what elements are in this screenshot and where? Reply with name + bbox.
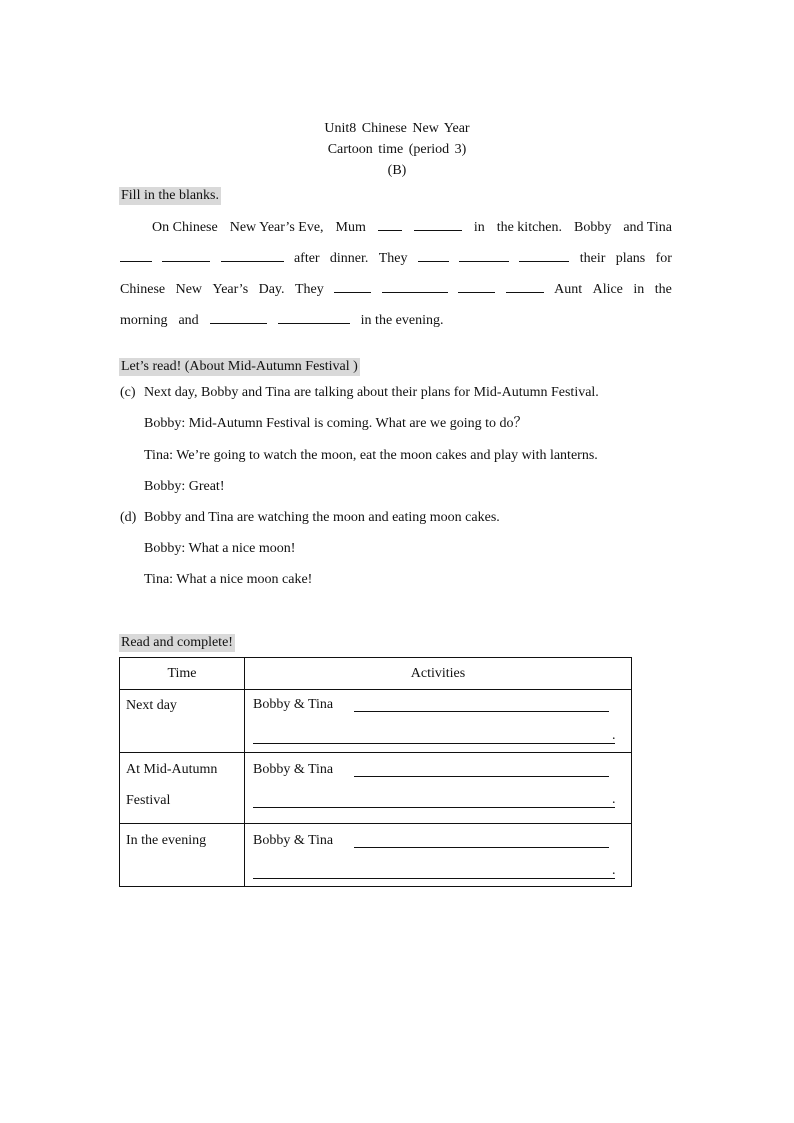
dialogue-line: Bobby: Mid-Autumn Festival is coming. What are we going to do？ bbox=[144, 416, 528, 431]
time-cell: In the evening bbox=[120, 824, 245, 887]
answer-blank[interactable] bbox=[382, 279, 448, 293]
answer-blank[interactable] bbox=[459, 248, 509, 262]
period-mark: . bbox=[612, 792, 616, 807]
answer-line[interactable] bbox=[253, 807, 615, 808]
answer-blank[interactable] bbox=[278, 310, 350, 324]
header-time: Time bbox=[120, 658, 245, 690]
fill-paragraph-line-2 bbox=[120, 248, 672, 268]
worksheet-title bbox=[0, 118, 794, 181]
complete-heading: Read and complete! bbox=[121, 635, 233, 650]
fill-paragraph-line-3 bbox=[120, 279, 672, 299]
answer-line[interactable] bbox=[253, 743, 615, 744]
answer-line[interactable] bbox=[354, 847, 609, 848]
word: their bbox=[579, 251, 606, 266]
answer-blank[interactable] bbox=[210, 310, 267, 324]
lesson-subtitle: Cartoon time (period 3) bbox=[327, 142, 467, 157]
label-d: (d) bbox=[120, 510, 137, 525]
word: plans bbox=[615, 251, 646, 266]
time-cell: At Mid-Autumn Festival bbox=[120, 753, 245, 824]
word: in the evening. bbox=[360, 313, 444, 328]
word: the bbox=[654, 282, 672, 297]
answer-blank[interactable] bbox=[334, 279, 371, 293]
word: Aunt bbox=[554, 282, 583, 297]
answer-blank[interactable] bbox=[414, 217, 462, 231]
answer-blank[interactable] bbox=[221, 248, 284, 262]
word: Day. bbox=[258, 282, 285, 297]
answer-line[interactable] bbox=[253, 878, 615, 879]
subject-label: Bobby & Tina bbox=[253, 762, 334, 777]
word: morning bbox=[120, 313, 168, 328]
table-row bbox=[120, 753, 632, 824]
dialogue-line: Tina: What a nice moon cake! bbox=[144, 572, 313, 587]
word: dinner. bbox=[329, 251, 369, 266]
dialogue-line: Bobby: What a nice moon! bbox=[144, 541, 296, 556]
activities-table bbox=[119, 657, 632, 887]
word: in bbox=[473, 220, 485, 235]
reading-heading: Let’s read! (About Mid-Autumn Festival ) bbox=[121, 359, 358, 374]
dialogue-line: Bobby: Great! bbox=[144, 479, 225, 494]
answer-line[interactable] bbox=[354, 776, 609, 777]
reading-d-intro: Bobby and Tina are watching the moon and eating moon cakes. bbox=[144, 510, 500, 525]
word: Alice bbox=[592, 282, 623, 297]
word: the kitchen. bbox=[496, 220, 563, 235]
fill-paragraph-line-4 bbox=[120, 310, 672, 330]
word: New Year’s Eve, bbox=[229, 220, 324, 235]
word: in bbox=[633, 282, 645, 297]
word: Year’s bbox=[212, 282, 249, 297]
activity-cell bbox=[245, 824, 632, 887]
period-mark: . bbox=[612, 863, 616, 878]
word: New bbox=[175, 282, 203, 297]
answer-blank[interactable] bbox=[378, 217, 402, 231]
dialogue-line: Tina: We’re going to watch the moon, eat the moon cakes and play with lanterns. bbox=[144, 448, 598, 463]
word: and Tina bbox=[623, 220, 672, 235]
word: and bbox=[178, 313, 199, 328]
header-activities: Activities bbox=[245, 658, 632, 690]
version-label: (B) bbox=[387, 163, 407, 178]
table-row bbox=[120, 824, 632, 887]
answer-blank[interactable] bbox=[519, 248, 569, 262]
period-mark: . bbox=[612, 728, 616, 743]
fill-paragraph-line-1 bbox=[152, 217, 672, 237]
subject-label: Bobby & Tina bbox=[253, 833, 334, 848]
answer-line[interactable] bbox=[354, 711, 609, 712]
reading-c-intro: Next day, Bobby and Tina are talking about their plans for Mid-Autumn Festival. bbox=[144, 385, 599, 400]
word: On Chinese bbox=[152, 220, 218, 235]
answer-blank[interactable] bbox=[506, 279, 544, 293]
answer-blank[interactable] bbox=[162, 248, 210, 262]
word: Chinese bbox=[120, 282, 166, 297]
unit-title: Unit8 Chinese New Year bbox=[324, 121, 470, 136]
word: They bbox=[378, 251, 408, 266]
time-cell: Next day bbox=[120, 690, 245, 753]
activity-cell bbox=[245, 753, 632, 824]
word: They bbox=[295, 282, 324, 297]
fill-blanks-heading: Fill in the blanks. bbox=[121, 188, 219, 203]
answer-blank[interactable] bbox=[418, 248, 449, 262]
activity-cell bbox=[245, 690, 632, 753]
answer-blank[interactable] bbox=[120, 248, 152, 262]
label-c: (c) bbox=[120, 385, 136, 400]
word: Mum bbox=[335, 220, 366, 235]
table-header-row bbox=[120, 658, 632, 690]
word: Bobby bbox=[574, 220, 612, 235]
word: after bbox=[293, 251, 320, 266]
word: for bbox=[655, 251, 672, 266]
answer-blank[interactable] bbox=[458, 279, 495, 293]
table-row bbox=[120, 690, 632, 753]
subject-label: Bobby & Tina bbox=[253, 697, 334, 712]
